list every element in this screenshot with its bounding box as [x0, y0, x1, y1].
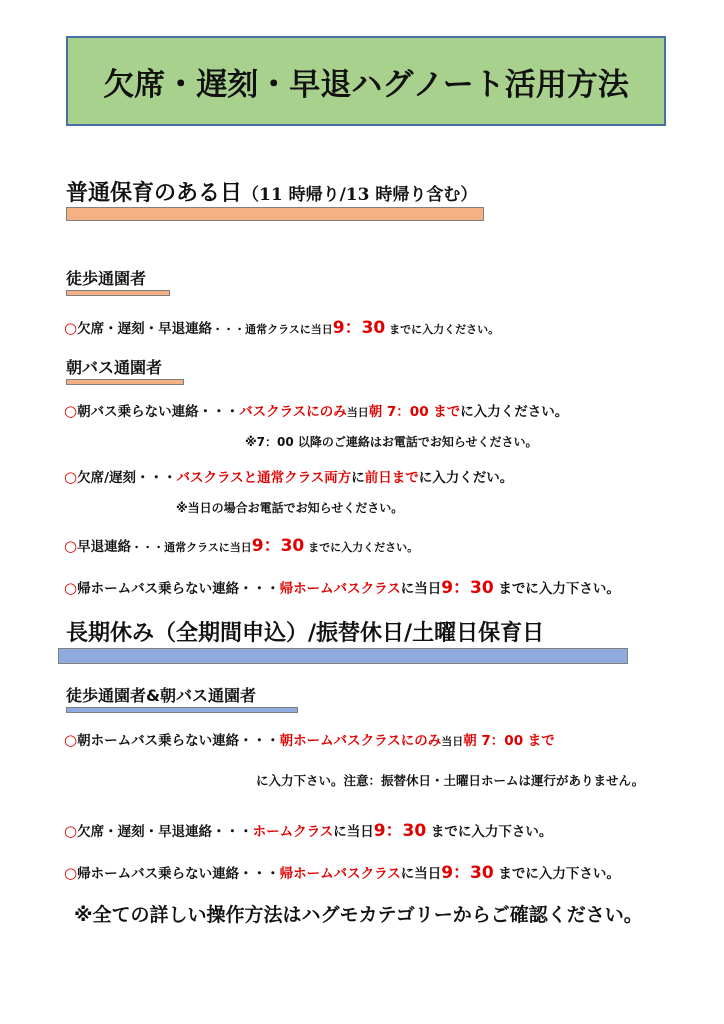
bus-note2: ※当日の場合お電話でお知らせください。 [176, 501, 404, 515]
section1-heading-text: 普通保育のある日 [66, 181, 243, 206]
bus-line1: ○朝バス乗らない連絡・・・バスクラスにのみ当日朝 7：00 までに入力ください。 [64, 402, 569, 420]
title-box [66, 36, 666, 126]
section2-sub-bar [66, 707, 298, 713]
s2-line2: ○欠席・遅刻・早退連絡・・・ホームクラスに当日9：30 までに入力下さい。 [64, 821, 553, 841]
section1-bar [66, 207, 484, 221]
section2-bar [58, 648, 628, 664]
bus-line4: ○帰ホームバス乗らない連絡・・・帰ホームバスクラスに当日9：30 までに入力下さい。 [64, 578, 620, 598]
walk-bar [66, 290, 170, 296]
bus-bar [66, 379, 184, 385]
section2-sub: 徒歩通園者&朝バス通園者 [66, 686, 256, 705]
s2-line1-cont: に入力下さい。注意：振替休日・土曜日ホームは運行がありません。 [256, 773, 645, 788]
section1-heading [66, 176, 477, 207]
s2-line1: ○朝ホームバス乗らない連絡・・・朝ホームバスクラスにのみ当日朝 7：00 まで [64, 731, 555, 749]
bus-line3: ○早退連絡・・・通常クラスに当日9：30 までに入力ください。 [64, 536, 419, 556]
section2-heading: 長期休み（全期間申込）/振替休日/土曜日保育日 [66, 621, 545, 646]
walk-line1: ○欠席・遅刻・早退連絡・・・通常クラスに当日9：30 までに入力ください。 [64, 318, 500, 338]
s2-line3: ○帰ホームバス乗らない連絡・・・帰ホームバスクラスに当日9：30 までに入力下さい。 [64, 863, 620, 883]
footer-note: ※全ての詳しい操作方法はハグモカテゴリーからご確認ください。 [74, 904, 643, 926]
bus-note1: ※7：00 以降のご連絡はお電話でお知らせください。 [245, 435, 538, 449]
walk-label: 徒歩通園者 [66, 269, 147, 288]
page-title: 欠席・遅刻・早退ハグノート活用方法 [103, 66, 629, 103]
bus-line2: ○欠席/遅刻・・・バスクラスと通常クラス両方に前日までに入力くだい。 [64, 468, 514, 486]
section1-heading-paren: （11 時帰り/13 時帰り含む） [242, 185, 478, 205]
bus-label: 朝バス通園者 [66, 358, 163, 377]
